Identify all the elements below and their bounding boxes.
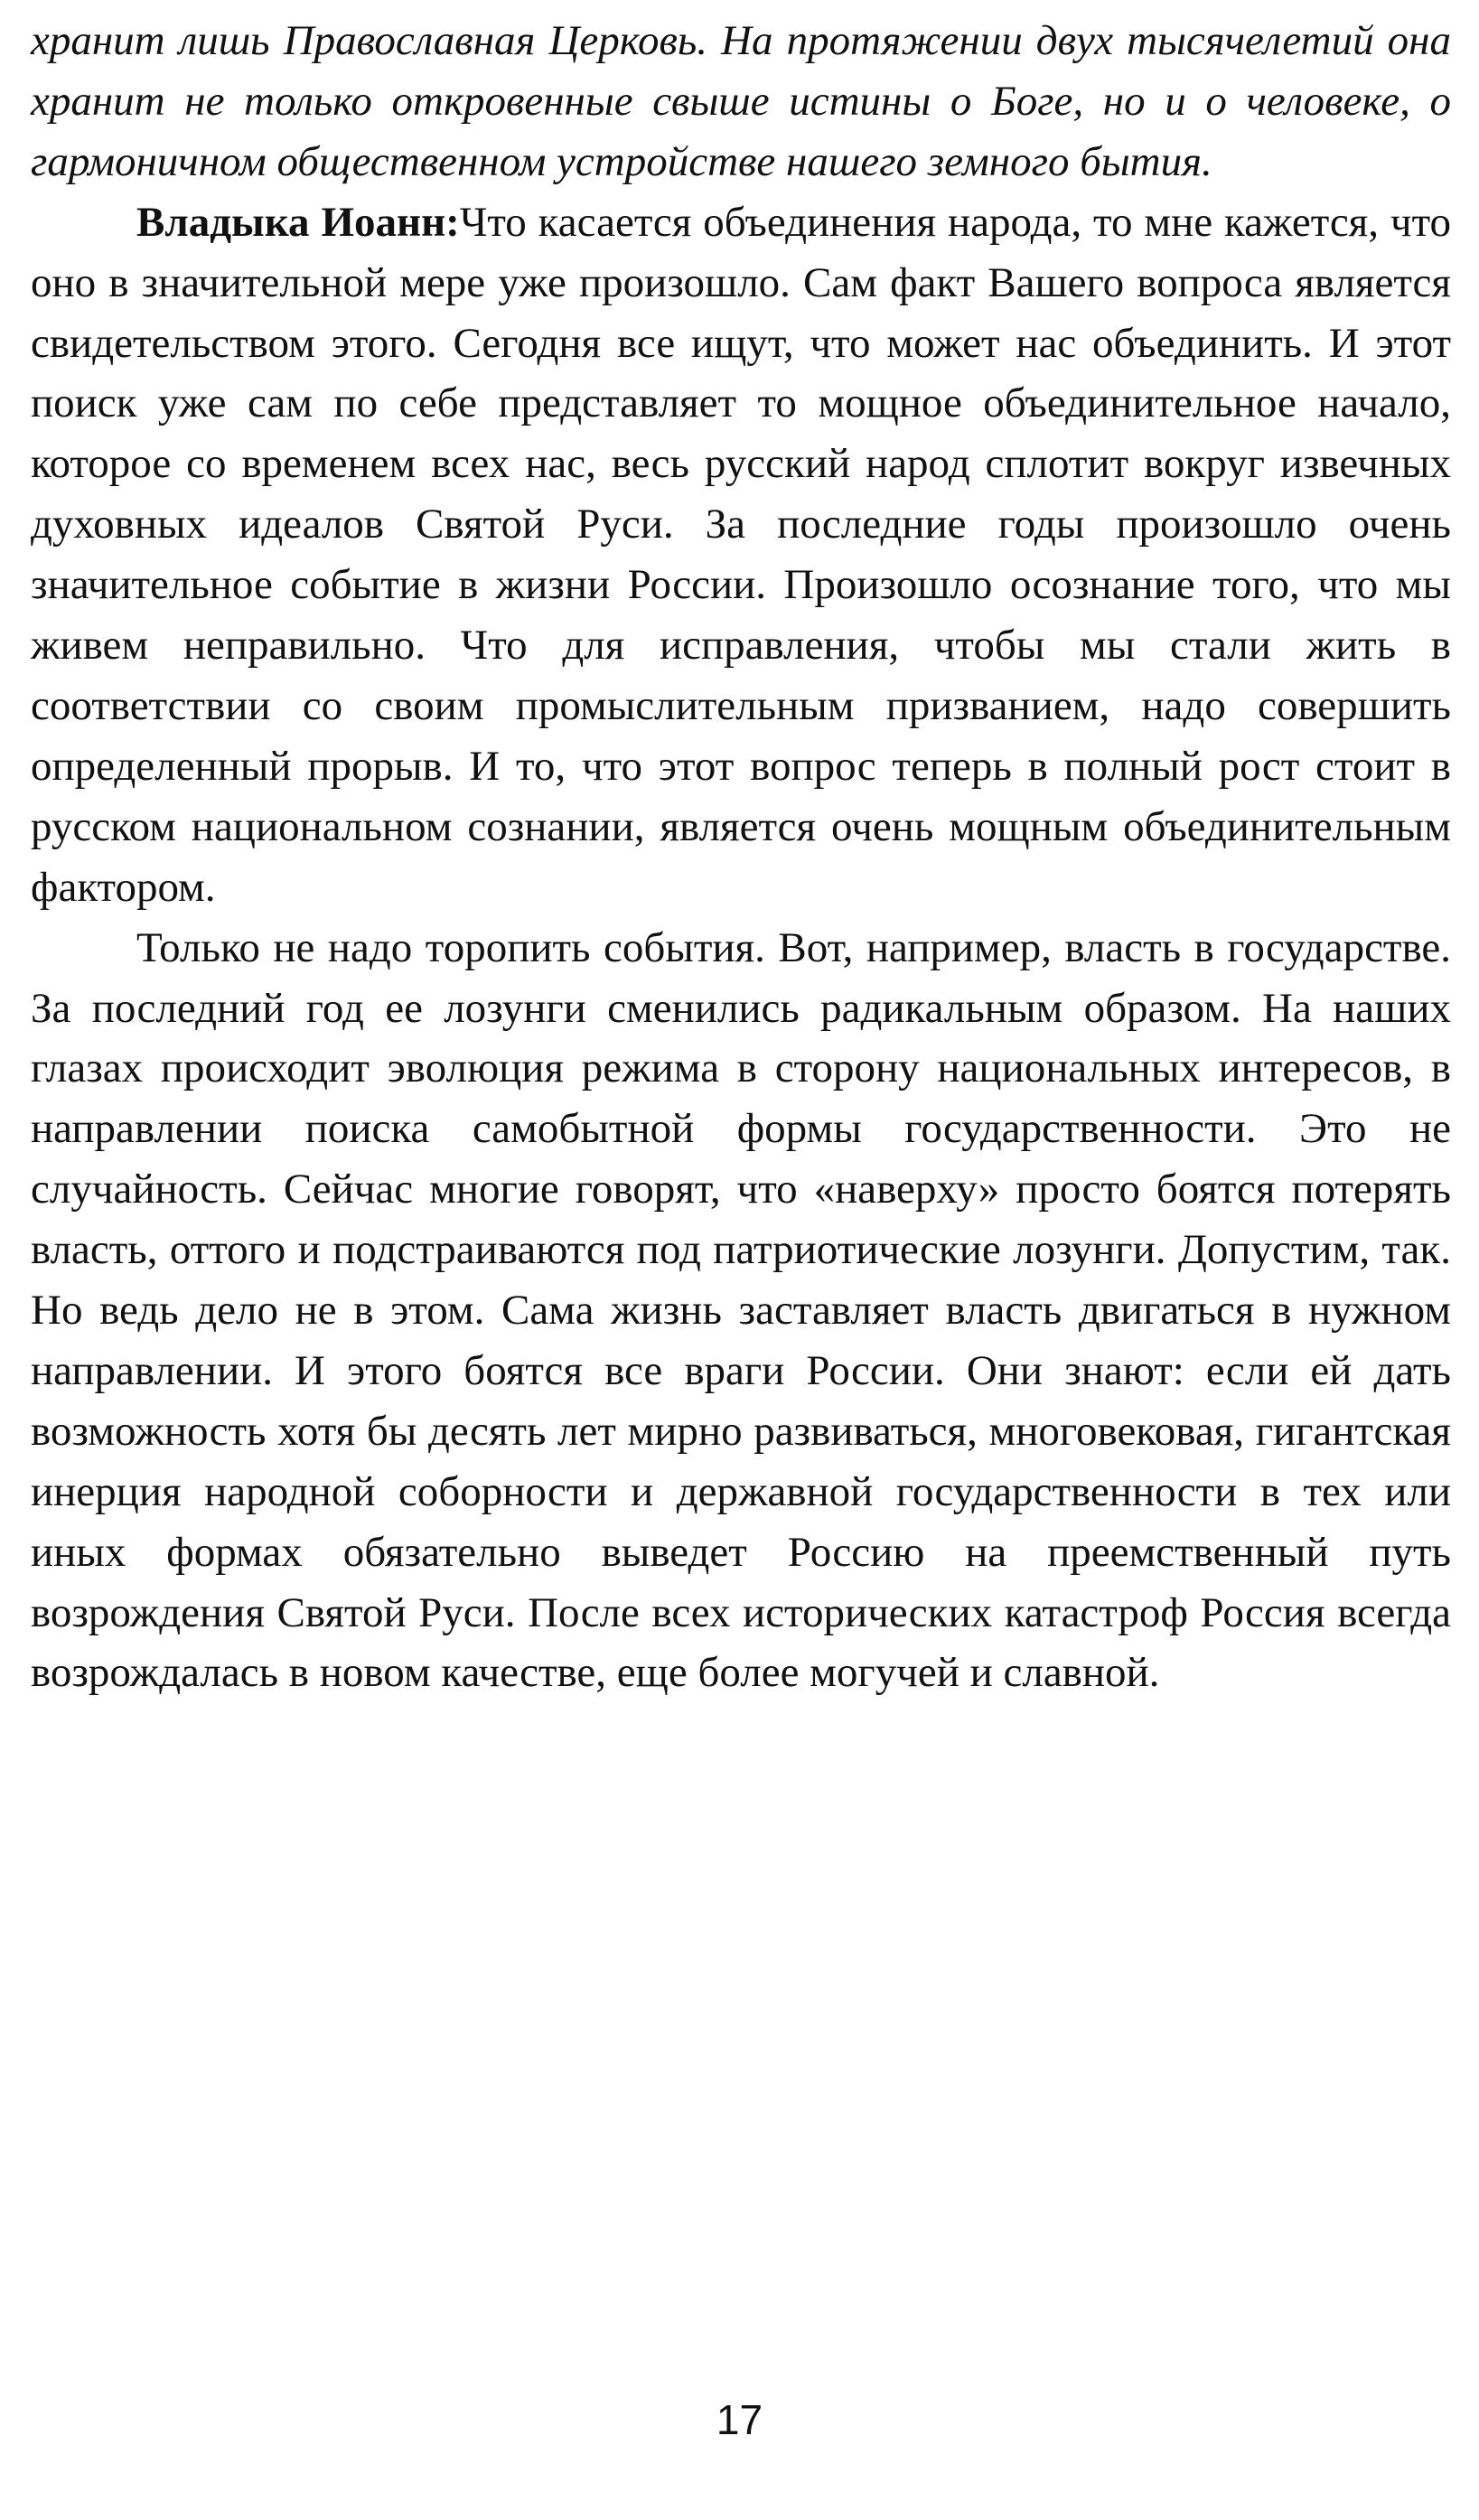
speaker-name: Владыка Иоанн: [136,198,460,246]
paragraph-answer [31,192,1451,918]
page-number: 17 [716,2396,763,2443]
page-body [31,11,1451,1703]
paragraph-answer-text: Что касается объединения народа, то мне кажется, что оно в значительной мере уже произошло. Сам факт Вашего вопроса является свидетельством этого. Сегодня все ищут, что может нас объединить. И этот поиск уже сам по себе представляет то мощное объединительное начало, которое со временем всех нас, весь русский народ сплотит вокруг извечных духовных идеалов Святой Руси. За последние годы произошло очень значительное событие в жизни России. Произошло осознание того, что мы живем неправильно. Что для исправления, чтобы мы стали жить в соответствии со своим промыслительным призванием, надо совершить определенный прорыв. И то, что этот вопрос теперь в полный рост стоит в русском национальном сознании, является очень мощным объединительным фактором. [31,198,1451,911]
paragraph-intro: хранит лишь Православная Церковь. На протяжении двух тысячелетий она хранит не только откровенные свыше истины о Боге, но и о человеке, о гармоничном общественном устройстве нашего земного бытия. [31,17,1451,185]
paragraph-continuation: Только не надо торопить события. Вот, например, власть в государстве. За последний год ее лозунги сменились радикальным образом. На наших глазах происходит эволюция режима в сторону национальных интересов, в направлении поиска самобытной формы государственности. Это не случайность. Сейчас многие говорят, что «наверху» просто боятся потерять власть, оттого и подстраиваются под патриотические лозунги. Допустим, так. Но ведь дело не в этом. Сама жизнь заставляет власть двигаться в нужном направлении. И этого боятся все враги России. Они знают: если ей дать возможность хотя бы десять лет мирно развиваться, многовековая, гигантская инерция народной соборности и державной государственности в тех или иных формах обязательно выведет Россию на преемственный путь возрождения Святой Руси. После всех исторических катастроф Россия всегда возрождалась в новом качестве, еще более могучей и славной. [31,923,1451,1697]
